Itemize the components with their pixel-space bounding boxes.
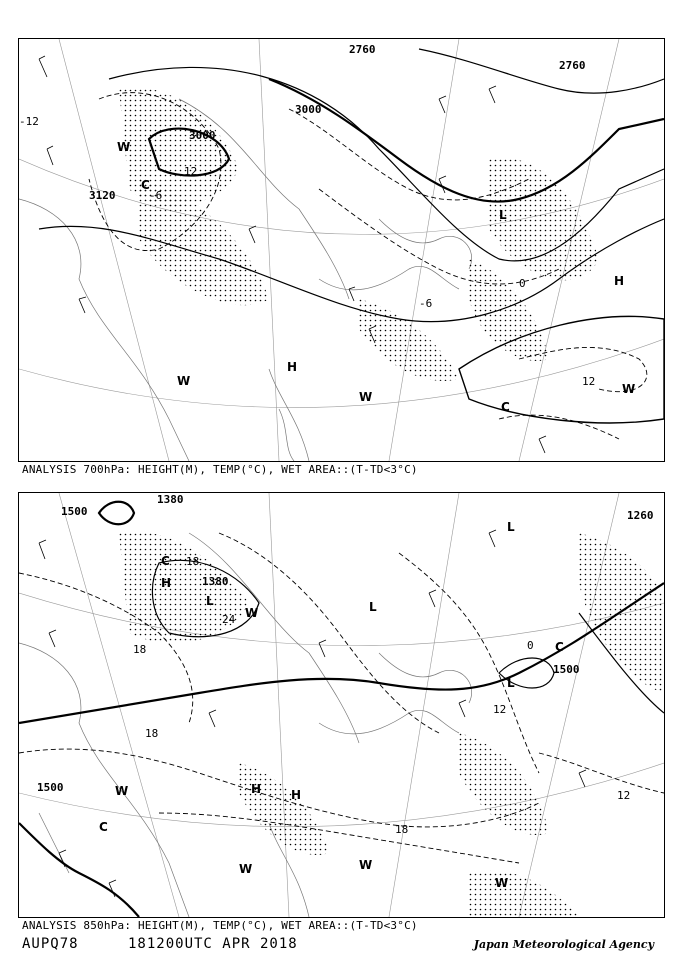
temp-label: 18 [145,727,159,740]
low-pressure-symbol: L [369,600,377,614]
cold-symbol: C [501,400,510,414]
wet-areas [119,531,664,917]
low-pressure-symbol: L [507,676,515,690]
warm-symbol: W [239,862,253,876]
high-pressure-symbol: H [287,360,298,374]
temp-label: 18 [186,555,200,568]
height-label: 1380 [202,575,229,588]
height-label: 1260 [627,509,654,522]
low-pressure-symbol: L [507,520,515,534]
height-label: 1500 [61,505,88,518]
cold-symbol: C [141,178,150,192]
low-pressure-symbol: L [206,594,214,608]
cold-symbol: C [555,640,564,654]
high-pressure-symbol: H [251,782,262,796]
map-700hpa [18,38,665,462]
analysis-datetime: 181200UTC APR 2018 [128,936,298,952]
high-pressure-symbol: H [291,788,302,802]
agency-credit: Japan Meteorological Agency [473,938,654,951]
warm-symbol: W [117,140,131,154]
low-pressure-symbol: L [499,208,507,222]
high-pressure-symbol: H [161,576,172,590]
map-700hpa-canvas [19,39,664,461]
temp-label: 12 [617,789,631,802]
temp-label: -6 [419,297,433,310]
height-label: 2760 [349,43,376,56]
height-label: 1380 [157,493,184,506]
height-label: 1500 [37,781,64,794]
height-label: 3000 [189,129,216,142]
cold-symbol: C [161,554,170,568]
height-contours [19,502,664,917]
warm-symbol: W [359,390,373,404]
temp-label: -12 [19,115,39,128]
warm-symbol: W [622,382,636,396]
temp-label: 0 [519,277,526,290]
temp-label: 12 [184,165,198,178]
warm-symbol: W [177,374,191,388]
height-label: 1500 [553,663,580,676]
warm-symbol: W [359,858,373,872]
warm-symbol: W [115,784,129,798]
map-850hpa-canvas [19,493,664,917]
temp-label: 12 [493,703,507,716]
temp-label: 24 [222,613,236,626]
warm-symbol: W [245,606,259,620]
temp-label: 18 [133,643,147,656]
high-pressure-symbol: H [614,274,625,288]
temp-label: 12 [582,375,596,388]
caption-850hpa: ANALYSIS 850hPa: HEIGHT(M), TEMP(°C), WET AREA::(T-TD<3°C) [22,919,418,932]
map-850hpa [18,492,665,918]
cold-symbol: C [99,820,108,834]
height-label: 3120 [89,189,116,202]
temp-label: 18 [395,823,409,836]
caption-700hpa: ANALYSIS 700hPa: HEIGHT(M), TEMP(°C), WET AREA::(T-TD<3°C) [22,463,418,476]
chart-code: AUPQ78 [22,936,79,952]
temp-label: -6 [149,189,163,202]
temperature-contours [19,533,664,863]
height-label: 3000 [295,103,322,116]
temp-label: 0 [527,639,534,652]
height-label: 2760 [559,59,586,72]
warm-symbol: W [495,876,509,890]
